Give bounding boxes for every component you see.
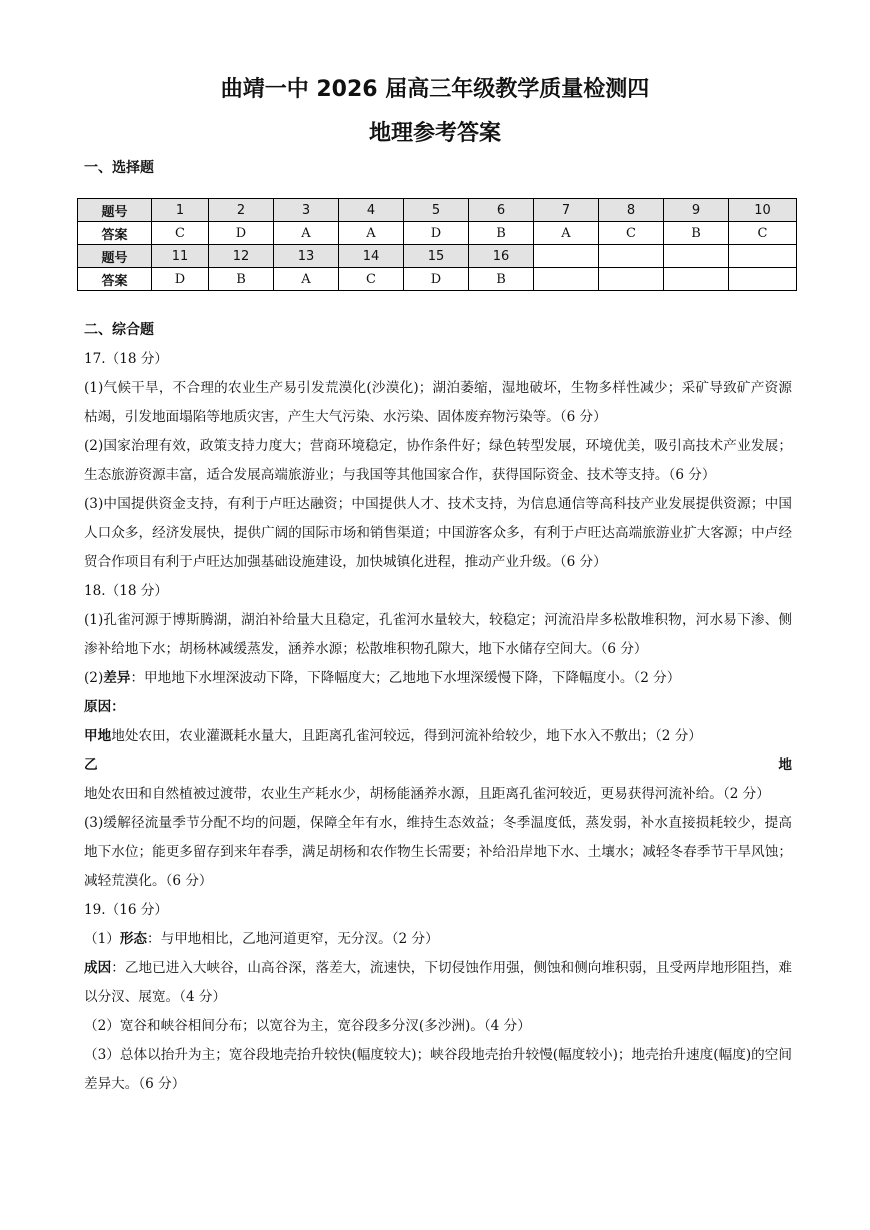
answer-cell: A	[274, 268, 339, 291]
answer-cell: C	[729, 222, 797, 245]
q19-part1	[84, 925, 792, 954]
question-number-cell: 11	[152, 245, 209, 268]
question-number-cell: 2	[209, 199, 274, 222]
row-label-question: 题号	[78, 245, 152, 268]
q19-cause	[84, 954, 792, 1012]
question-number-cell: 15	[404, 245, 469, 268]
answer-cell: D	[404, 222, 469, 245]
q17-part3: (3)中国提供资金支持，有利于卢旺达融资；中国提供人才、技术支持，为信息通信等高科技产业发展提供资源；中国人口众多，经济发展快，提供广阔的国际市场和销售渠道；中国游客众多，有利于卢旺达高端旅游业扩大客源；中卢经贸合作项目有利于卢旺达加强基础设施建设，加快城镇化进程，推动产业升级。（6 分）	[84, 496, 792, 570]
section-heading-comprehensive: 二、综合题	[84, 322, 154, 338]
q18-part2	[84, 664, 792, 693]
document-subtitle: 地理参考答案	[368, 121, 501, 146]
question-number-cell: 1	[152, 199, 209, 222]
document-title: 曲靖一中 2026 届高三年级教学质量检测四	[220, 77, 650, 102]
row-label-answer: 答案	[78, 222, 152, 245]
q19-part1-text: ：与甲地相比，乙地河道更窄，无分汊。（2 分）	[147, 931, 439, 947]
empty-cell	[599, 268, 664, 291]
answer-cell: A	[534, 222, 599, 245]
row-label-question: 题号	[78, 199, 152, 222]
empty-cell	[729, 245, 797, 268]
answer-cell: B	[209, 268, 274, 291]
answer-cell: A	[339, 222, 404, 245]
q18-part2-text: ：甲地地下水埋深波动下降，下降幅度大；乙地地下水埋深缓慢下降，下降幅度小。（2 分）	[130, 670, 681, 686]
question-number-cell: 9	[664, 199, 729, 222]
q18-jia	[84, 722, 792, 751]
answer-cell: B	[664, 222, 729, 245]
q18-part3: (3)缓解径流量季节分配不均的问题，保障全年有水，维持生态效益；冬季温度低，蒸发弱，补水直接损耗较少，提高地下水位；能更多留存到来年春季，满足胡杨和农作物生长需要；补给沿岸地下水、土壤水；减轻冬春季节干旱风蚀；减轻荒漠化。（6 分）	[84, 815, 792, 889]
q18-part2-prefix: (2)	[84, 670, 104, 686]
q18-yi-label: 乙地	[84, 757, 792, 773]
q18-yi	[84, 751, 792, 809]
q19-shape-label: 形态	[119, 931, 148, 947]
answer-cell: D	[404, 268, 469, 291]
q19-part2: （2）宽谷和峡谷相间分布；以宽谷为主，宽谷段多分汊(多沙洲)。（4 分）	[84, 1018, 531, 1034]
empty-cell	[664, 268, 729, 291]
q19-header: 19.（16 分）	[84, 902, 169, 918]
q19-part3: （3）总体以抬升为主；宽谷段地壳抬升较快(幅度较大)；峡谷段地壳抬升较慢(幅度较小)；地壳抬升速度(幅度)的空间差异大。（6 分）	[84, 1047, 792, 1092]
q18-jia-label: 甲地	[84, 728, 112, 744]
answer-cell: B	[469, 268, 534, 291]
question-number-row	[78, 245, 797, 268]
empty-cell	[534, 245, 599, 268]
q17-part2: (2)国家治理有效，政策支持力度大；营商环境稳定，协作条件好；绿色转型发展，环境优美，吸引高技术产业发展；生态旅游资源丰富，适合发展高端旅游业；与我国等其他国家合作，获得国际资金、技术等支持。（6 分）	[84, 438, 792, 483]
section-heading-choice: 一、选择题	[84, 160, 154, 176]
answer-cell: C	[599, 222, 664, 245]
answer-table	[77, 198, 797, 291]
question-number-cell: 3	[274, 199, 339, 222]
q19-cause-text: ：乙地已进入大峡谷，山高谷深，落差大，流速快，下切侵蚀作用强，侧蚀和侧向堆积弱，且受两岸地形阻挡，难以分汊、展宽。（4 分）	[84, 960, 792, 1005]
empty-cell	[599, 245, 664, 268]
question-number-cell: 12	[209, 245, 274, 268]
q18-reason-label: 原因：	[84, 699, 125, 715]
q18-reason-line	[84, 693, 792, 722]
q17-part1: (1)气候干旱，不合理的农业生产易引发荒漠化(沙漠化)；湖泊萎缩，湿地破坏，生物多样性减少；采矿导致矿产资源枯竭，引发地面塌陷等地质灾害，产生大气污染、水污染、固体废弃物污染等。（6 分）	[84, 380, 792, 425]
q18-jia-text: 地处农田，农业灌溉耗水量大，且距离孔雀河较远，得到河流补给较少，地下水入不敷出；（2 分）	[111, 728, 702, 744]
q18-yi-text: 地处农田和自然植被过渡带，农业生产耗水少，胡杨能涵养水源，且距离孔雀河较近，更易获得河流补给。（2 分）	[84, 786, 770, 802]
answer-cell: D	[152, 268, 209, 291]
q18-header: 18.（18 分）	[84, 583, 169, 599]
empty-cell	[729, 268, 797, 291]
comprehensive-answers	[84, 345, 792, 1099]
empty-cell	[664, 245, 729, 268]
q19-cause-label: 成因	[84, 960, 112, 976]
question-number-cell: 6	[469, 199, 534, 222]
q18-part1: (1)孔雀河源于博斯腾湖，湖泊补给量大且稳定，孔雀河水量较大，较稳定；河流沿岸多松散堆积物，河水易下渗、侧渗补给地下水；胡杨林减缓蒸发，涵养水源；松散堆积物孔隙大，地下水储存空间大。（6 分）	[84, 612, 792, 657]
answer-cell: D	[209, 222, 274, 245]
q18-difference-label: 差异	[103, 670, 131, 686]
answer-cell: B	[469, 222, 534, 245]
question-number-cell: 7	[534, 199, 599, 222]
q19-part1-prefix: （1）	[84, 931, 120, 947]
q17-header: 17.（18 分）	[84, 351, 169, 367]
question-number-cell: 16	[469, 245, 534, 268]
question-number-cell: 8	[599, 199, 664, 222]
question-number-cell: 13	[274, 245, 339, 268]
empty-cell	[534, 268, 599, 291]
question-number-cell: 4	[339, 199, 404, 222]
question-number-row	[78, 199, 797, 222]
row-label-answer: 答案	[78, 268, 152, 291]
answer-cell: C	[339, 268, 404, 291]
question-number-cell: 5	[404, 199, 469, 222]
answer-row	[78, 222, 797, 245]
answer-cell: C	[152, 222, 209, 245]
question-number-cell: 10	[729, 199, 797, 222]
answer-row	[78, 268, 797, 291]
answer-cell: A	[274, 222, 339, 245]
question-number-cell: 14	[339, 245, 404, 268]
